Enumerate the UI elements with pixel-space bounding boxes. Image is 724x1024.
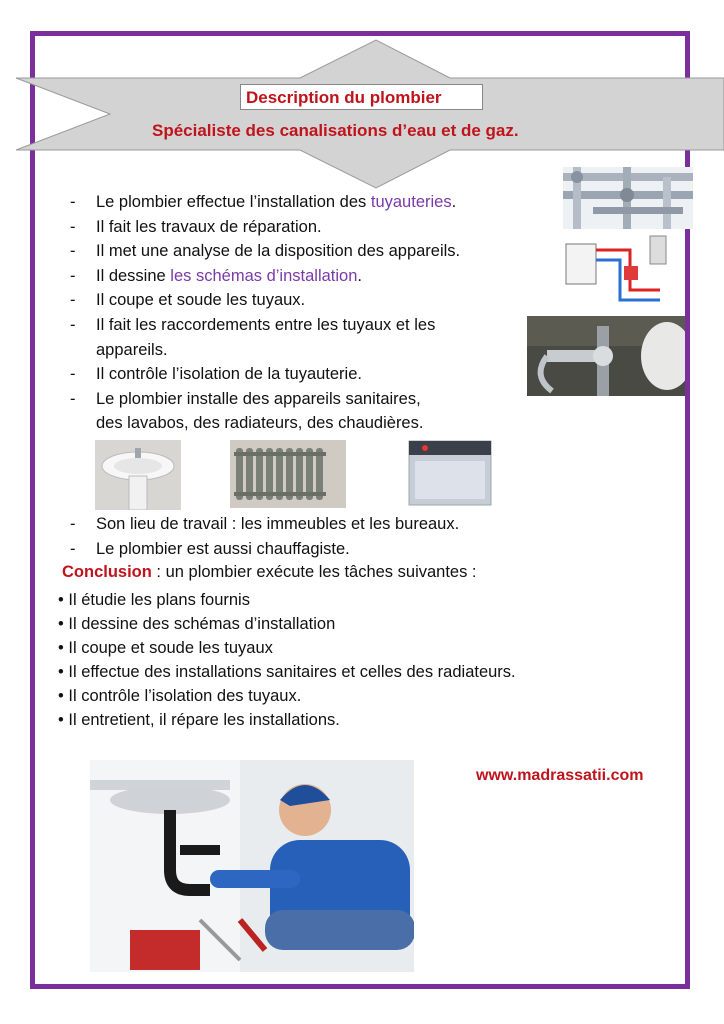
pipes-image [563, 167, 693, 229]
task-item: - Il coupe et soude les tuyaux. [70, 291, 306, 310]
task-item: - Il fait les travaux de réparation. [70, 217, 322, 236]
conclusion-heading: Conclusion : un plombier exécute les tâches suivantes : [62, 563, 477, 581]
task-item-continuation: des lavabos, des radiateurs, des chaudières. [96, 414, 424, 433]
conclusion-item: • Il dessine des schémas d’installation [58, 615, 336, 633]
task-list [70, 190, 540, 436]
task-item-continuation: appareils. [96, 340, 168, 359]
conclusion-item: • Il coupe et soude les tuyaux [58, 639, 273, 657]
task-item: - Il fait les raccordements entre les tuyaux et les [70, 315, 436, 334]
task-item: - Le plombier installe des appareils sanitaires, [70, 389, 421, 408]
conclusion-label: Conclusion [62, 563, 152, 581]
conclusion-item: • Il effectue des installations sanitaires et celles des radiateurs. [58, 663, 516, 681]
conclusion-item: • Il entretient, il répare les installations. [58, 711, 340, 729]
task-item: - Il met une analyse de la disposition des appareils. [70, 242, 461, 261]
workplace-item: - Le plombier est aussi chauffagiste. [70, 540, 350, 558]
conclusion-list [58, 588, 516, 732]
installation-schematic-image [560, 230, 672, 308]
task-item: - Il dessine les schémas d’installation. [70, 266, 362, 285]
workplace-item: - Son lieu de travail : les immeubles et les bureaux. [70, 515, 460, 533]
workplace-list [70, 512, 459, 562]
radiator-image [230, 440, 346, 508]
task-item: - Il contrôle l’isolation de la tuyauterie. [70, 365, 362, 384]
page-title: Description du plombier [246, 88, 442, 107]
website-link[interactable]: www.madrassatii.com [476, 767, 644, 784]
conclusion-item: • Il étudie les plans fournis [58, 591, 250, 609]
boiler-image [405, 437, 495, 509]
sink-image [95, 440, 181, 510]
task-item: - Le plombier effectue l’installation des tuyauteries. [70, 193, 457, 211]
plumber-photo [90, 760, 414, 972]
page-subtitle: Spécialiste des canalisations d’eau et de gaz. [152, 121, 519, 140]
valve-photo [527, 316, 685, 396]
conclusion-item: • Il contrôle l’isolation des tuyaux. [58, 687, 302, 705]
